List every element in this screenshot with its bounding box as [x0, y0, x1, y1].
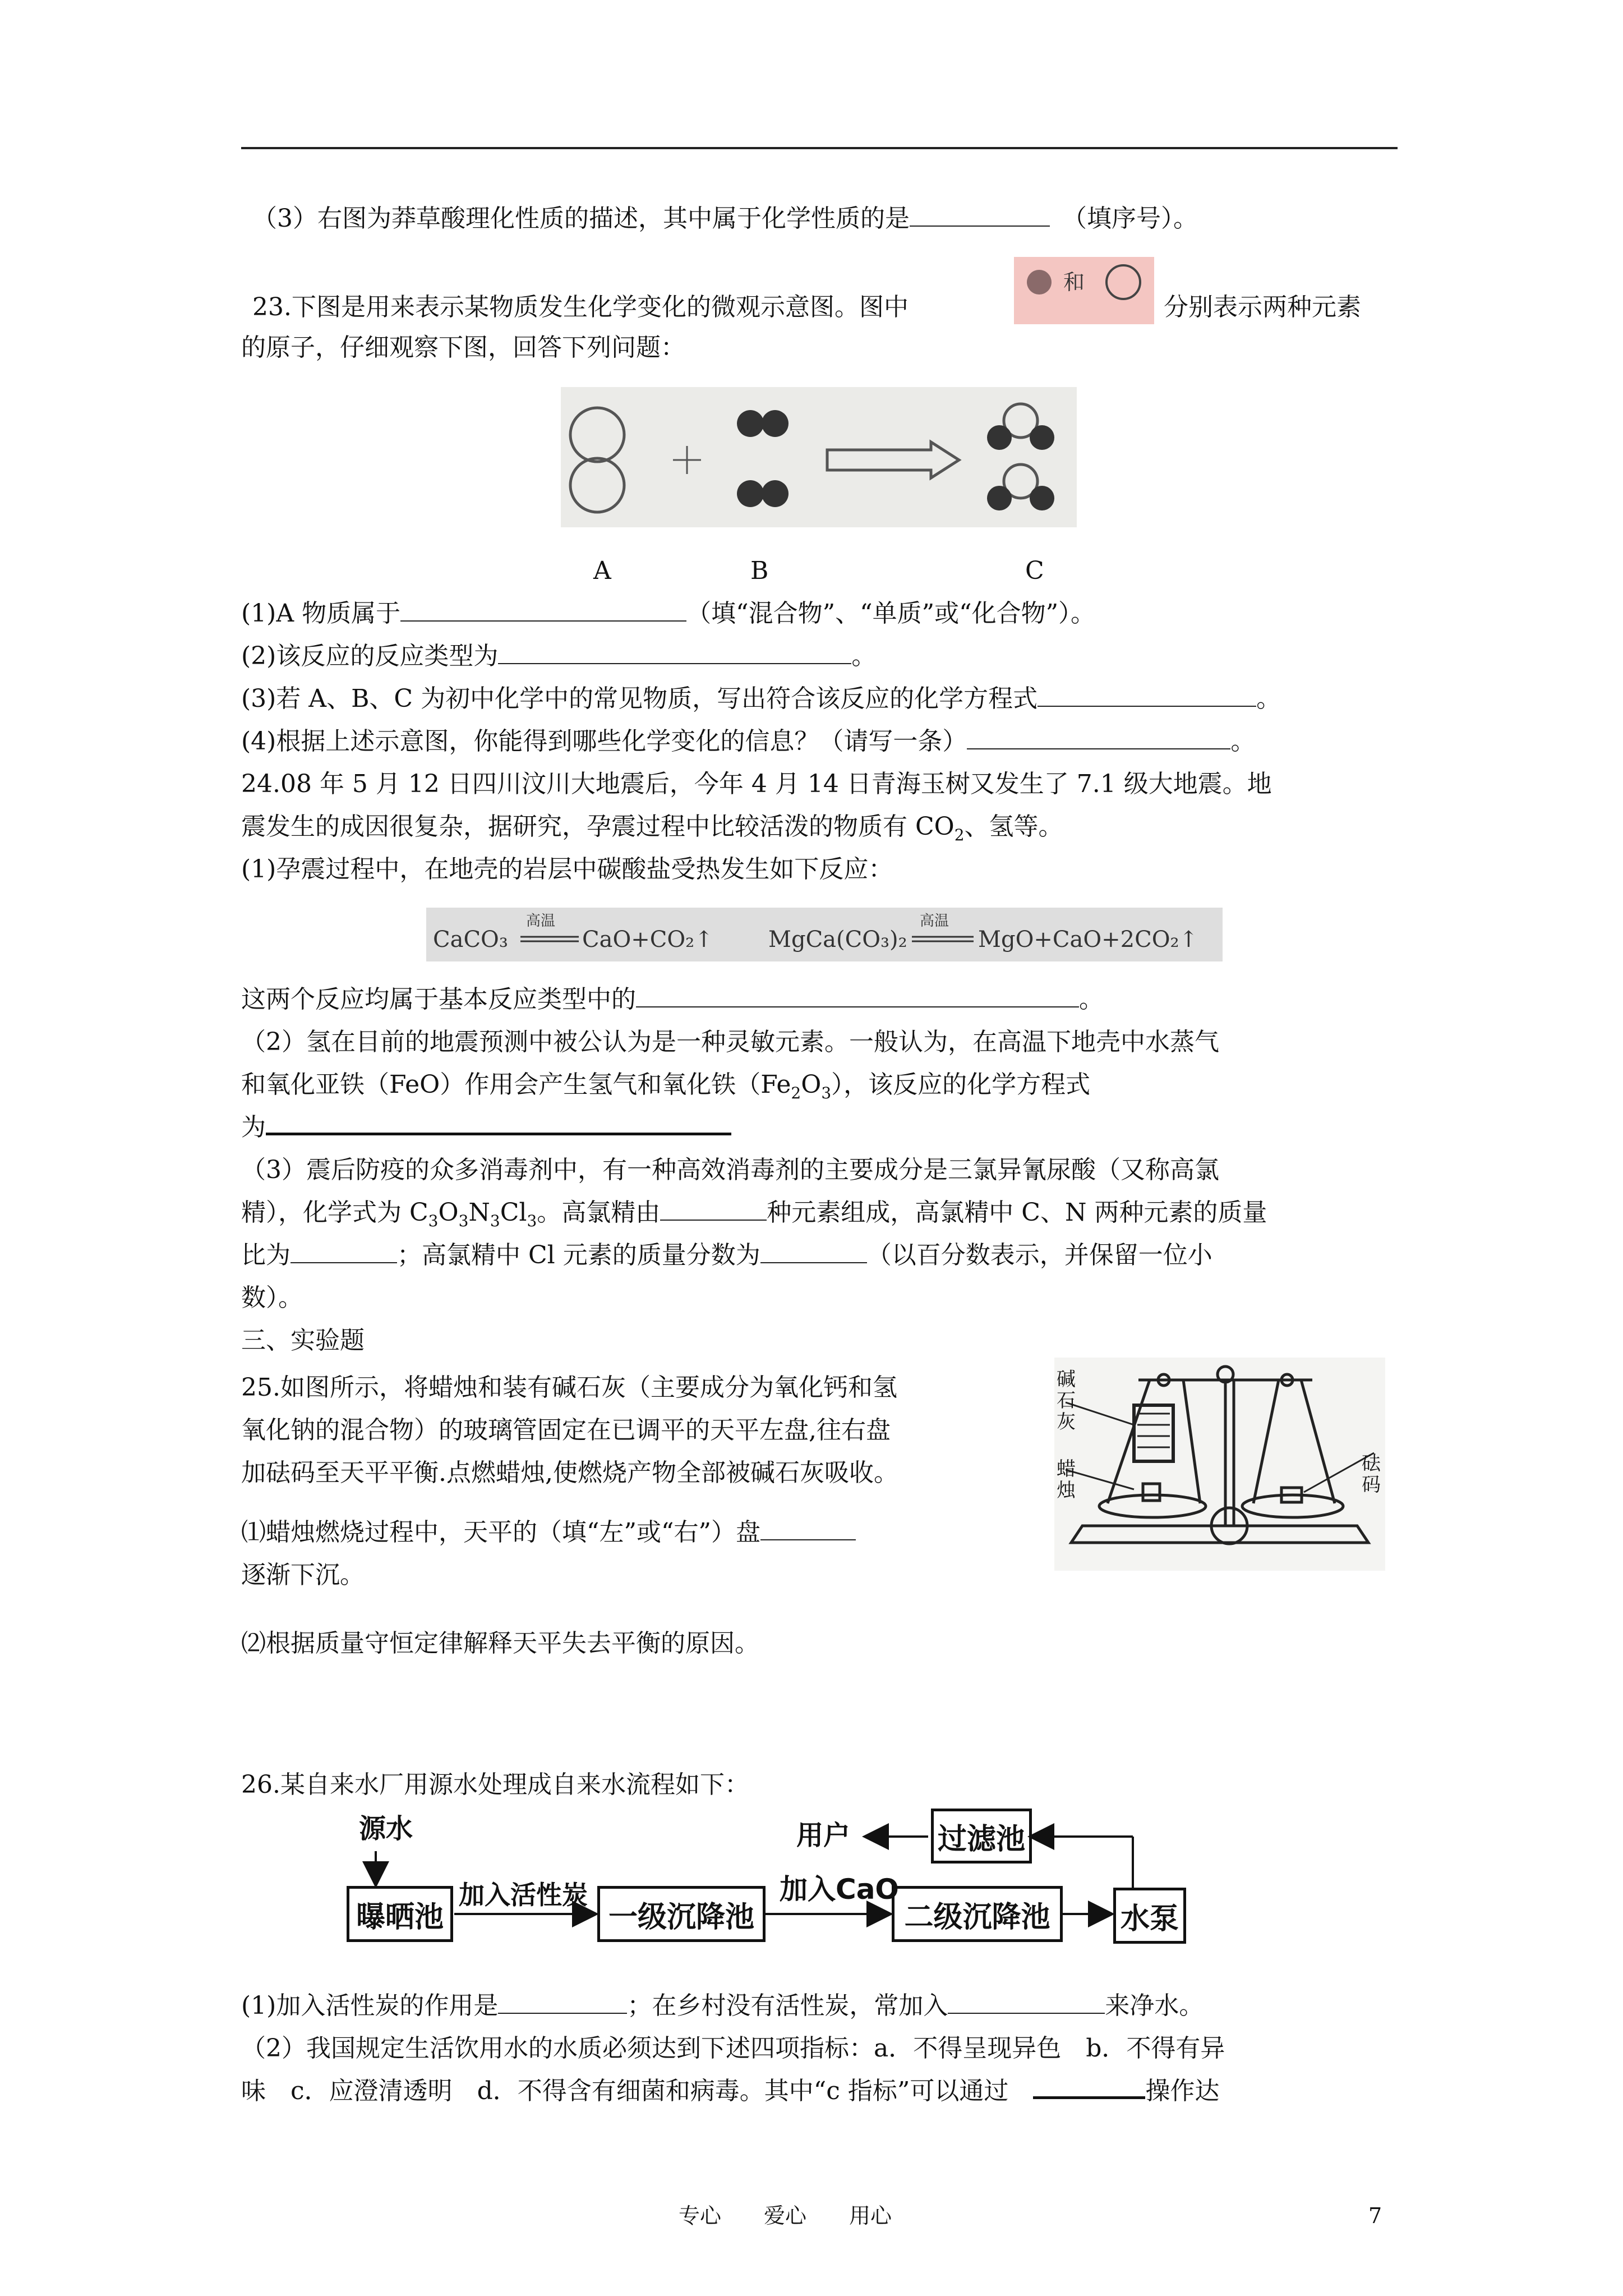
fig-label-alkali: 碱石灰 [1057, 1368, 1076, 1433]
answer-blank[interactable] [760, 1262, 867, 1263]
eq2-cond: 高温 [920, 913, 949, 930]
q24-line1: 24.08 年 5 月 12 日四川汶川大地震后，今年 4 月 14 日青海玉树又发生了 7.1 级大地震。地 [241, 770, 1272, 798]
q23-s4: (4)根据上述示意图，你能得到哪些化学变化的信息？（请写一条） 。 [241, 727, 1256, 756]
answer-blank[interactable] [660, 1219, 767, 1221]
q24-s2-l3: 为 [241, 1111, 731, 1144]
eq1-right: CaO+CO₂↑ [582, 927, 713, 953]
legend-atoms-image [1014, 257, 1154, 324]
label-a: A [593, 556, 611, 585]
flow-add-cao: 加入CaO [780, 1873, 899, 1906]
flow-source: 源水 [359, 1813, 413, 1844]
q23-s3: (3)若 A、B、C 为初中化学中的常见物质，写出符合该反应的化学方程式 。 [241, 684, 1281, 713]
balance-figure [1054, 1358, 1385, 1571]
q24-s2-l2: 和氧化亚铁（FeO）作用会产生氢气和氧化铁$(Fe_2O_3)$，该反应的化学方程式 [241, 1070, 1091, 1102]
q23-s2: (2)该反应的反应类型为 。 [241, 642, 877, 670]
answer-blank[interactable] [948, 2012, 1105, 2014]
q24-s3-l1: （3）震后防疫的众多消毒剂中，有一种高效消毒剂的主要成分是三氯异氰尿酸（又称高氯 [241, 1156, 1219, 1184]
flow-filter: 过滤池 [931, 1809, 1032, 1864]
q25-l3: 加砝码至天平平衡.点燃蜡烛,使燃烧产物全部被碱石灰吸收。 [241, 1458, 898, 1487]
water-flowchart [336, 1801, 1200, 1969]
answer-blank[interactable] [1033, 2096, 1145, 2099]
answer-blank[interactable] [400, 620, 686, 622]
q26-s2-l1: （2）我国规定生活饮用水的水质必须达到下述四项指标：a．不得呈现异色 b．不得有异 [241, 2034, 1225, 2063]
answer-blank[interactable] [291, 1262, 397, 1263]
flow-sun-pool: 曝晒池 [347, 1886, 453, 1942]
q24-s2-l1: （2）氢在目前的地震预测中被公认为是一种灵敏元素。一般认为，在高温下地壳中水蒸气 [241, 1028, 1219, 1056]
fig-label-weight: 砝码 [1362, 1452, 1381, 1496]
legend-atoms-icon [1014, 257, 1154, 324]
flow-pump: 水泵 [1113, 1888, 1186, 1944]
flow-add-carbon: 加入活性炭 [459, 1880, 588, 1910]
q25-l1: 25.如图所示，将蜡烛和装有碱石灰（主要成分为氧化钙和氢 [241, 1373, 897, 1402]
q26-s2-l2: 味 c．应澄清透明 d．不得含有细菌和病毒。其中“c 指标”可以通过 操作达 [241, 2077, 1220, 2105]
answer-blank[interactable] [266, 1132, 731, 1135]
q24-line2: 震发生的成因很复杂，据研究，孕震过程中比较活泼的物质有 $CO_2$、氢等。 [241, 812, 1063, 844]
q24-s3-l4: 数）。 [241, 1283, 303, 1312]
q25-l2: 氧化钠的混合物）的玻璃管固定在已调平的天平左盘,往右盘 [241, 1416, 891, 1444]
equation-graphic [426, 908, 1223, 961]
eq1-cond: 高温 [526, 913, 556, 930]
q25-s1b: 逐渐下沉。 [241, 1561, 365, 1589]
label-c: C [1025, 556, 1044, 585]
q26-s1: (1)加入活性炭的作用是 ；在乡村没有活性炭，常加入 来净水。 [241, 1991, 1204, 2020]
fig-label-candle: 蜡烛 [1057, 1458, 1076, 1502]
q24-s1b: 这两个反应均属于基本反应类型中的 。 [241, 985, 1104, 1014]
eq1-left: CaCO₃ [433, 927, 508, 953]
answer-blank[interactable] [760, 1539, 856, 1540]
equation-image [426, 908, 1223, 961]
answer-blank[interactable] [1038, 705, 1256, 707]
page-number: 7 [1368, 2203, 1382, 2228]
answer-blank[interactable] [636, 1006, 1079, 1007]
q25-s1a: ⑴蜡烛燃烧过程中，天平的（填“左”或“右”）盘 [241, 1516, 856, 1549]
q23-s1: (1)A 物质属于 （填“混合物”、“单质”或“化合物”）。 [241, 599, 1096, 628]
q23-line1b: 分别表示两种元素 [1164, 293, 1361, 321]
balance-scale-icon [1054, 1358, 1385, 1571]
answer-blank[interactable] [910, 225, 1050, 227]
header-rule [241, 147, 1398, 149]
q24-s1: (1)孕震过程中，在地壳的岩层中碳酸盐受热发生如下反应： [241, 855, 893, 884]
answer-blank[interactable] [498, 662, 851, 664]
answer-blank[interactable] [498, 2012, 627, 2014]
label-b: B [750, 556, 769, 585]
q26-l1: 26.某自来水厂用源水处理成自来水流程如下： [241, 1770, 749, 1799]
q22-3-line: （3）右图为莽草酸理化性质的描述，其中属于化学性质的是 （填序号）。 [252, 204, 1198, 233]
q25-s2: ⑵根据质量守恒定律解释天平失去平衡的原因。 [241, 1629, 759, 1658]
q24-s3-l2: 精），化学式为 $C_3O_3N_3Cl_3$。高氯精由 种元素组成，高氯精中 C、N 两种元素的质量 [241, 1198, 1267, 1230]
reaction-molecules-icon [561, 387, 1077, 527]
q24-s3-l3: 比为 ；高氯精中 Cl 元素的质量分数为 （以百分数表示，并保留一位小 [241, 1241, 1212, 1269]
q23-line1a: 23.下图是用来表示某物质发生化学变化的微观示意图。图中 [252, 293, 909, 321]
flow-secondary: 二级沉降池 [892, 1886, 1063, 1942]
answer-blank[interactable] [967, 748, 1230, 749]
flow-user: 用户 [796, 1820, 851, 1851]
section-title: 三、实验题 [241, 1326, 365, 1355]
reaction-diagram [561, 387, 1077, 527]
flow-primary: 一级沉降池 [597, 1886, 766, 1942]
q23-line2: 的原子，仔细观察下图，回答下列问题： [241, 333, 685, 362]
footer-motto: 专心 爱心 用心 [679, 2203, 892, 2228]
eq2-right: MgO+CaO+2CO₂↑ [978, 927, 1198, 953]
legend-and-text: 和 [1063, 270, 1085, 295]
eq2-left: MgCa(CO₃)₂ [768, 927, 907, 953]
